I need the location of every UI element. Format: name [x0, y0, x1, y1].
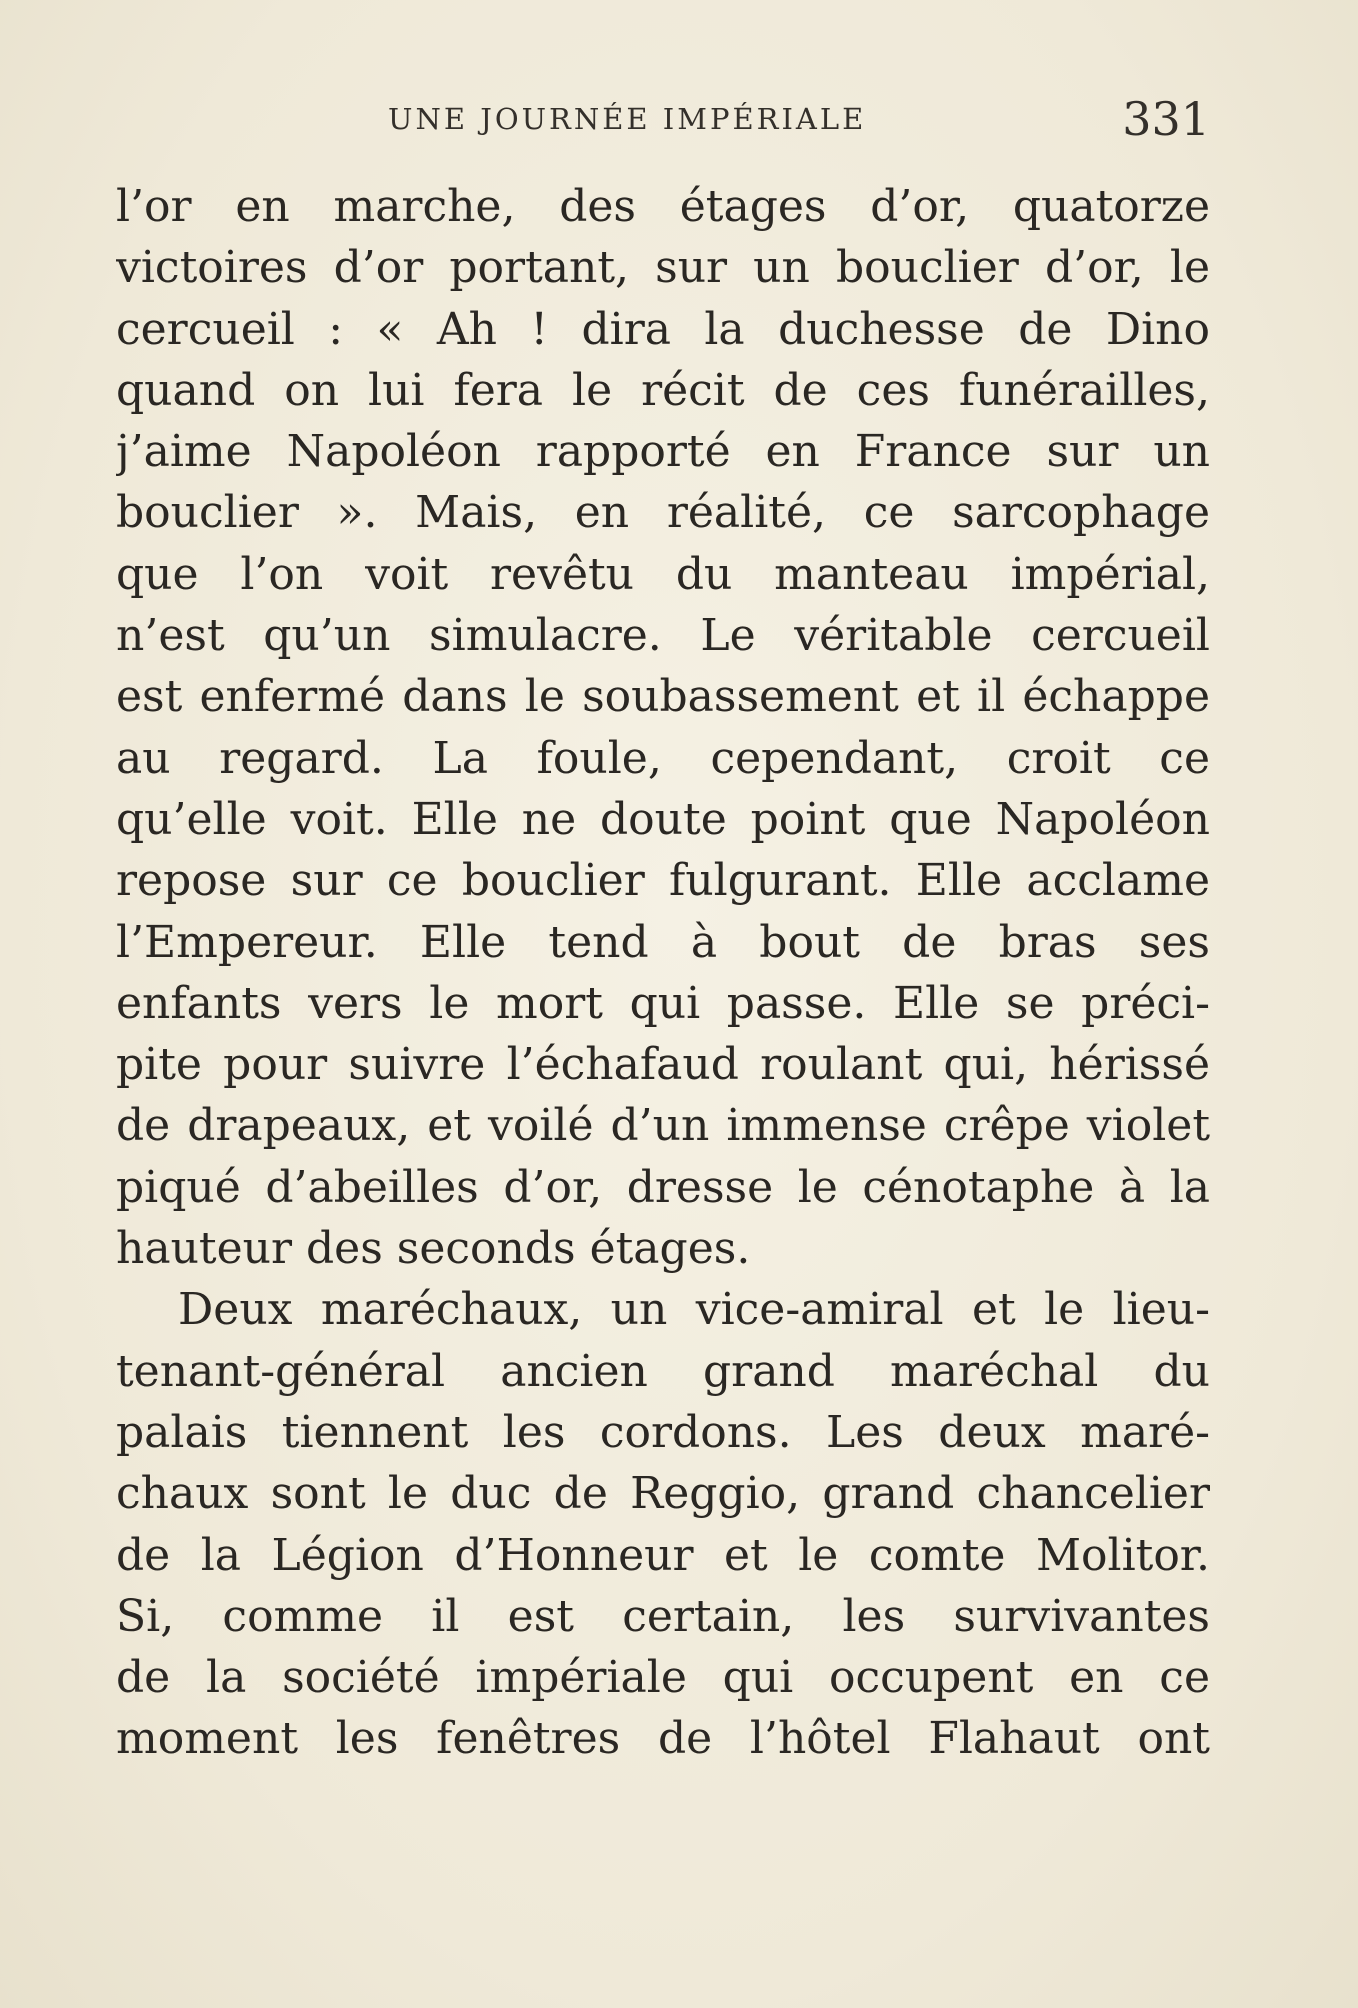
text-line: palais tiennent les cordons. Les deux maré-	[116, 1406, 1210, 1458]
text-line: l’or en marche, des étages d’or, quatorze	[116, 181, 1210, 232]
text-line: repose sur ce bouclier fulgurant. Elle acclame	[116, 855, 1210, 907]
text-line-paragraph-end: hauteur des seconds étages.	[116, 1223, 751, 1275]
text-line: au regard. La foule, cependant, croit ce	[116, 732, 1210, 784]
text-line: de la société impériale qui occupent en ce	[116, 1652, 1210, 1704]
text-line: enfants vers le mort qui passe. Elle se préci-	[116, 977, 1210, 1029]
text-line: n’est qu’un simulacre. Le véritable cercueil	[116, 610, 1210, 662]
text-line: cercueil : « Ah ! dira la duchesse de Dino	[116, 303, 1210, 355]
text-line: bouclier ». Mais, en réalité, ce sarcophage	[116, 487, 1210, 539]
text-line: victoires d’or portant, sur un bouclier d’or, le	[116, 242, 1210, 294]
text-line: chaux sont le duc de Reggio, grand chancelier	[116, 1468, 1210, 1520]
text-line: pite pour suivre l’échafaud roulant qui, hérissé	[116, 1039, 1210, 1091]
text-line: qu’elle voit. Elle ne doute point que Napoléon	[116, 793, 1210, 845]
page-number: 331	[1122, 92, 1210, 146]
text-line: moment les fenêtres de l’hôtel Flahaut ont	[116, 1713, 1210, 1765]
text-line: piqué d’abeilles d’or, dresse le cénotaphe à la	[116, 1161, 1210, 1213]
text-line: tenant-général ancien grand maréchal du	[116, 1345, 1210, 1397]
text-line: l’Empereur. Elle tend à bout de bras ses	[116, 916, 1210, 968]
text-line: que l’on voit revêtu du manteau impérial,	[116, 548, 1210, 600]
text-line-paragraph-start: Deux maréchaux, un vice-amiral et le lieu-	[178, 1284, 1210, 1336]
text-line: Si, comme il est certain, les survivantes	[116, 1590, 1210, 1642]
text-line: quand on lui fera le récit de ces funérailles,	[116, 364, 1210, 416]
text-line: de drapeaux, et voilé d’un immense crêpe violet	[116, 1100, 1210, 1152]
text-line: de la Légion d’Honneur et le comte Molitor.	[116, 1529, 1210, 1581]
text-line: j’aime Napoléon rapporté en France sur un	[116, 426, 1210, 478]
running-title: UNE JOURNÉE IMPÉRIALE	[388, 102, 867, 136]
running-head	[118, 92, 1210, 156]
body-text	[116, 176, 1210, 1770]
text-line: est enfermé dans le soubassement et il échappe	[116, 671, 1210, 723]
